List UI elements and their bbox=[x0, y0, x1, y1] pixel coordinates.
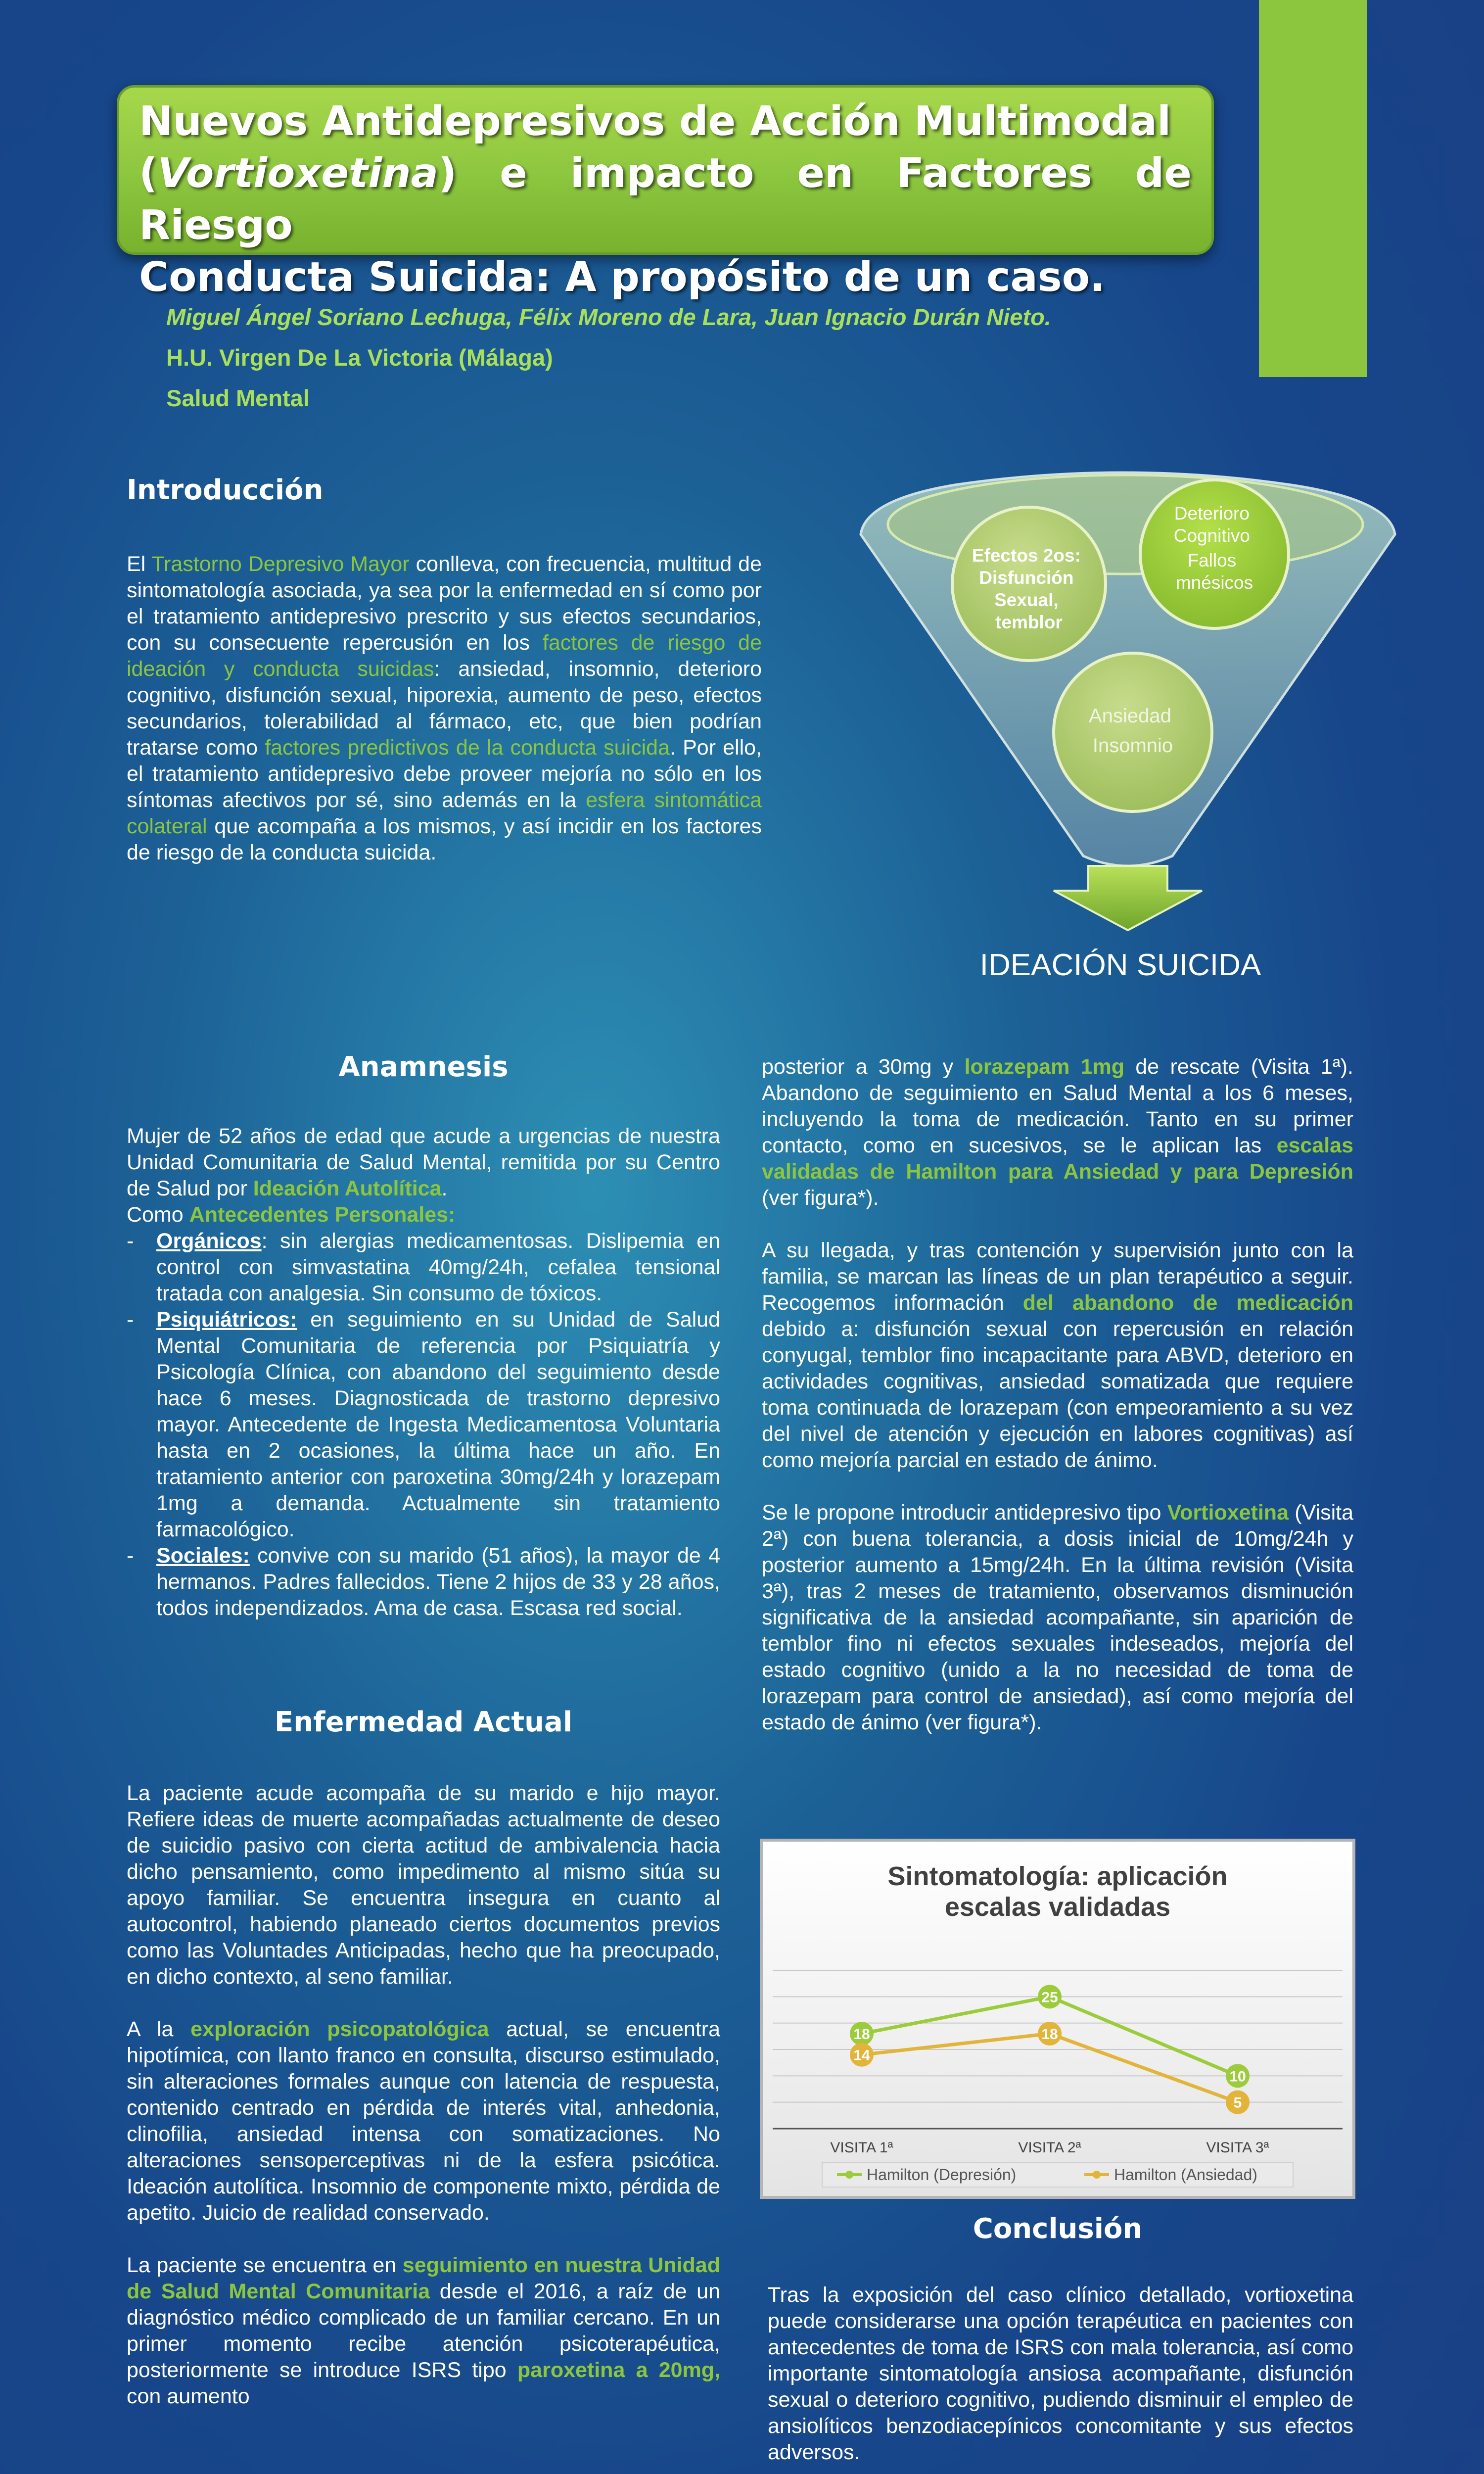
antecedentes-list bbox=[127, 1228, 720, 1621]
list-item: - Psiquiátricos: en seguimiento en su Unidad de Salud Mental Comunitaria de referencia por Psiquiatría y Psicología Clínica, con abandono del seguimiento desde hace 6 meses. Diagnosticada de trastorno depresivo mayor. Antecedente de Ingesta Medicamentosa Voluntaria hasta en 2 ocasiones, la última hace un año. En tratamiento anterior con paroxetina 30mg/24h y lorazepam 1mg a demanda. Actualmente sin tratamiento farmacológico. bbox=[127, 1307, 720, 1543]
x-tick-label: VISITA 2ª bbox=[1018, 2140, 1081, 2156]
introduccion-heading: Introducción bbox=[127, 474, 324, 506]
poster-title: Nuevos Antidepresivos de Acción Multimodal (Vortioxetina) e impacto en Factores de Riesgo Conducta Suicida: A propósito de un caso. bbox=[139, 98, 1192, 301]
title-box bbox=[117, 85, 1214, 301]
conclusion-heading: Conclusión bbox=[973, 2213, 1143, 2245]
hospital: H.U. Virgen De La Victoria (Málaga) bbox=[166, 344, 553, 371]
down-arrow-icon bbox=[1054, 866, 1202, 930]
data-label: 18 bbox=[1041, 2026, 1058, 2043]
legend-marker bbox=[845, 2171, 853, 2179]
list-item: - Sociales: convive con su marido (51 años), la mayor de 4 hermanos. Padres fallecidos. Tiene 2 hijos de 33 y 28 años, todos independizados. Ama de casa. Escasa red social. bbox=[127, 1543, 720, 1621]
circle-ansiedad bbox=[1054, 653, 1212, 811]
right-column-text: posterior a 30mg y lorazepam 1mg de rescate (Visita 1ª). Abandono de seguimiento en Salud Mental a los 6 meses, incluyendo la toma de medicación. Tanto en su primer contacto, como en sucesivos, se le aplican las escalas validadas de Hamilton para Ansiedad y para Depresión (ver figura*). A su llegada, y tras contención y supervisión junto con la familia, se marcan las líneas de un plan terapéutico a seguir. Recogemos información del abandono de medicación debido a: disfunción sexual con repercusión en relación conyugal, temblor fino incapacitante para ABVD, deterioro en actividades cognitivas, ansiedad somatizada que requiere toma continuada de lorazepam (con empeoramiento a su vez del nivel de atención y ejecución en labores cognitivas) así como mejoría parcial en estado de ánimo. Se le propone introducir antidepresivo tipo Vortioxetina (Visita 2ª) con buena tolerancia, a dosis inicial de 10mg/24h y posterior aumento a 15mg/24h. En la última revisión (Visita 3ª), tras 2 meses de tratamiento, observamos disminución significativa de la ansiedad acompañante, sin aparición de temblor fino ni efectos sexuales indeseados, mejoría del estado cognitivo (unido a la no necesidad de toma de lorazepam para control de ansiedad), así como mejoría del estado de ánimo (ver figura*). bbox=[762, 1055, 1353, 1734]
data-label: 25 bbox=[1041, 1989, 1058, 2006]
x-tick-label: VISITA 1ª bbox=[830, 2140, 893, 2156]
line-chart bbox=[763, 1842, 1352, 2196]
chart-title: Sintomatología: aplicación bbox=[887, 1861, 1228, 1891]
data-label: 5 bbox=[1233, 2094, 1242, 2111]
circle-efectos-label: Efectos 2os: Disfunción Sexual, temblor bbox=[972, 545, 1081, 632]
chart-subtitle: escalas validadas bbox=[944, 1892, 1171, 1922]
x-tick-label: VISITA 3ª bbox=[1206, 2140, 1269, 2156]
data-label: 10 bbox=[1229, 2068, 1246, 2085]
circle-deterioro-label: Deterioro Cognitivo Fallos mnésicos bbox=[1173, 503, 1253, 593]
ideacion-suicida-label: IDEACIÓN SUICIDA bbox=[979, 948, 1261, 982]
chart-panel bbox=[760, 1839, 1355, 2199]
anamnesis-heading: Anamnesis bbox=[338, 1051, 509, 1083]
authors-block bbox=[166, 297, 1051, 419]
author-names: Miguel Ángel Soriano Lechuga, Félix Moreno de Lara, Juan Ignacio Durán Nieto. bbox=[166, 304, 1051, 330]
enfermedad-heading: Enfermedad Actual bbox=[274, 1706, 573, 1738]
data-label: 14 bbox=[853, 2047, 870, 2064]
legend-label: Hamilton (Ansiedad) bbox=[1114, 2166, 1257, 2184]
department: Salud Mental bbox=[166, 385, 310, 411]
anamnesis-text: Mujer de 52 años de edad que acude a urgencias de nuestra Unidad Comunitaria de Salud Mental, remitida por su Centro de Salud por Ideación Autolítica. Como Antecedentes Personales: - Orgánicos: sin alergias medicamentosas. Dislipemia en control con simvastatina 40mg/24h, cefalea tensional tratada con analgesia. Sin consumo de tóxicos. - Psiquiátricos: en seguimiento en su Unidad de Salud Mental Comunitaria de referencia por Psiquiatría y Psicología Clínica, con abandono del seguimiento desde hace 6 meses. Diagnosticada de trastorno depresivo mayor. Antecedente de Ingesta Medicamentosa Voluntaria hasta en 2 ocasiones, la última hace un año. En tratamiento anterior con paroxetina 30mg/24h y lorazepam 1mg a demanda. Actualmente sin tratamiento farmacológico. - Sociales: convive con su marido (51 años), la mayor de 4 hermanos. Padres fallecidos. Tiene 2 hijos de 33 y 28 años, todos independizados. Ama de casa. Escasa red social. bbox=[127, 1123, 720, 1621]
circle-ansiedad-label: Ansiedad Insomnio bbox=[1089, 705, 1173, 757]
legend-marker bbox=[1093, 2171, 1101, 2179]
accent-bar bbox=[1259, 0, 1367, 377]
list-item: - Orgánicos: sin alergias medicamentosas. Dislipemia en control con simvastatina 40mg/24h, cefalea tensional tratada con analgesia. Sin consumo de tóxicos. bbox=[127, 1228, 720, 1307]
funnel-diagram bbox=[856, 460, 1400, 990]
data-label: 18 bbox=[853, 2026, 870, 2043]
conclusion-text: Tras la exposición del caso clínico detallado, vortioxetina puede considerarse una opción terapéutica en pacientes con antecedentes de toma de ISRS con mala tolerancia, así como importante sintomatología ansiosa acompañante, disfunción sexual o deterioro cognitivo, pudiendo disminuir el empleo de ansiolíticos benzodiacepínicos concomitante y sus efectos adversos. bbox=[768, 2283, 1353, 2464]
enfermedad-text: La paciente acude acompaña de su marido e hijo mayor. Refiere ideas de muerte acompañadas actualmente de deseo de suicidio pasivo con cierta actitud de ambivalencia hacia dicho pensamiento, como impedimento al mismo sitúa su apoyo familiar. Se encuentra insegura en cuanto al autocontrol, habiendo planeado ciertos documentos previos como las Voluntades Anticipadas, hecho que ha preocupado, en dicho contexto, al seno familiar. A la exploración psicopatológica actual, se encuentra hipotímica, con llanto franco en consulta, discurso estimulado, sin alteraciones formales aunque con latencia de respuesta, contenido centrado en pérdida de interés vital, anhedonia, clinofilia, ansiedad intensa con somatizaciones. No alteraciones sensoperceptivas ni de la esfera psicótica. Ideación autolítica. Insomnio de componente mixto, pérdida de apetito. Juicio de realidad conservado. La paciente se encuentra en seguimiento en nuestra Unidad de Salud Mental Comunitaria desde el 2016, a raíz de un diagnóstico médico complicado de un familiar cercano. En un primer momento recibe atención psicoterapéutica, posteriormente se introduce ISRS tipo paroxetina a 20mg, con aumento bbox=[127, 1781, 720, 2408]
introduccion-text: El Trastorno Depresivo Mayor conlleva, con frecuencia, multitud de sintomatología asociada, ya sea por la enfermedad en sí como por el tratamiento antidepresivo prescrito y sus efectos secundarios, con su consecuente repercusión en los factores de riesgo de ideación y conducta suicidas: ansiedad, insomnio, deterioro cognitivo, disfunción sexual, hiporexia, aumento de peso, efectos secundarios, tolerabilidad al fármaco, etc, que bien podrían tratarse como factores predictivos de la conducta suicida. Por ello, el tratamiento antidepresivo debe proveer mejoría no sólo en los síntomas afectivos por sé, sino además en la esfera sintomática colateral que acompaña a los mismos, y así incidir en los factores de riesgo de la conducta suicida. bbox=[127, 552, 762, 864]
legend-label: Hamilton (Depresión) bbox=[867, 2166, 1017, 2184]
